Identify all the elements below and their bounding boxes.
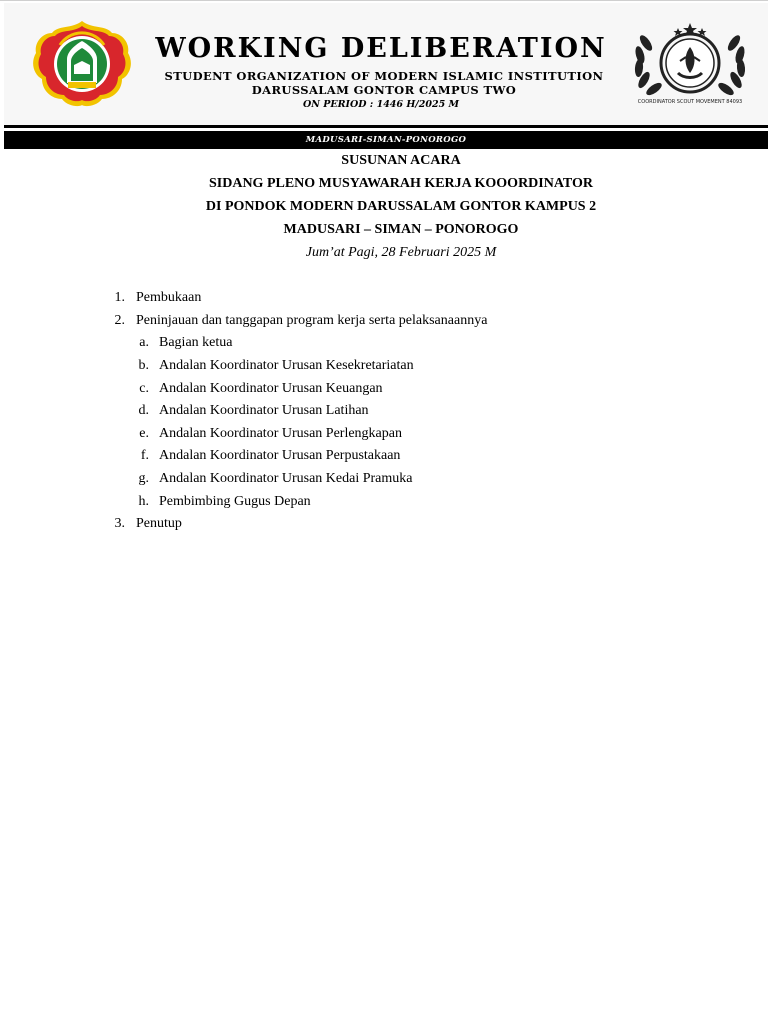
- list-text: Andalan Koordinator Urusan Perlengkapan: [159, 426, 402, 441]
- list-item: [0, 379, 768, 399]
- list-text: Andalan Koordinator Urusan Kedai Pramuka: [159, 471, 413, 486]
- list-text: Andalan Koordinator Urusan Kesekretariatan: [159, 358, 414, 373]
- list-marker: g.: [138, 471, 149, 486]
- list-marker: 3.: [114, 516, 125, 531]
- right-logo-caption: COORDINATOR SCOUT MOVEMENT 84093: [637, 99, 743, 105]
- scout-laurel-emblem-icon: [628, 21, 752, 107]
- letterhead: [4, 3, 768, 125]
- letterhead-subtitle-line1: STUDENT ORGANIZATION OF MODERN ISLAMIC INSTITUTION: [164, 69, 604, 83]
- list-text: Pembukaan: [136, 290, 202, 305]
- list-item: [0, 356, 768, 376]
- list-item: [0, 446, 768, 466]
- list-text: Bagian ketua: [159, 335, 233, 350]
- list-marker: 1.: [114, 290, 125, 305]
- list-text: Andalan Koordinator Urusan Perpustakaan: [159, 448, 401, 463]
- list-marker: e.: [139, 426, 149, 441]
- address-bar: MADUSARI-SIMAN-PONOROGO: [4, 131, 768, 149]
- letterhead-divider: [4, 125, 768, 128]
- list-marker: f.: [140, 448, 149, 463]
- list-text: Penutup: [136, 516, 182, 531]
- list-marker: h.: [138, 494, 149, 509]
- list-marker: c.: [139, 381, 149, 396]
- letterhead-period: ON PERIOD : 1446 H/2025 M: [302, 99, 460, 110]
- heading-location: DI PONDOK MODERN DARUSSALAM GONTOR KAMPUS 2: [205, 199, 597, 214]
- list-text: Andalan Koordinator Urusan Keuangan: [159, 381, 383, 396]
- list-item: [0, 469, 768, 489]
- list-text: Andalan Koordinator Urusan Latihan: [159, 403, 369, 418]
- list-item: [0, 333, 768, 353]
- list-item: [0, 514, 768, 534]
- list-marker: b.: [138, 358, 149, 373]
- date-line: Jum’at Pagi, 28 Februari 2025 M: [305, 245, 497, 260]
- list-marker: a.: [139, 335, 149, 350]
- letterhead-subtitle-line2: DARUSSALAM GONTOR CAMPUS TWO: [251, 83, 517, 97]
- list-item: [0, 288, 768, 308]
- top-border: [0, 0, 768, 1]
- list-item: [0, 311, 768, 331]
- heading-region: MADUSARI – SIMAN – PONOROGO: [283, 222, 519, 237]
- list-item: [0, 492, 768, 512]
- institution-emblem-icon: [30, 19, 134, 109]
- list-marker: d.: [138, 403, 149, 418]
- heading-sidang-pleno: SIDANG PLENO MUSYAWARAH KERJA KOOORDINATOR: [208, 176, 593, 191]
- list-item: [0, 401, 768, 421]
- list-text: Pembimbing Gugus Depan: [159, 494, 311, 509]
- list-item: [0, 424, 768, 444]
- list-marker: 2.: [114, 313, 125, 328]
- letterhead-title: WORKING DELIBERATION: [155, 33, 607, 64]
- list-text: Peninjauan dan tanggapan program kerja serta pelaksanaannya: [136, 313, 488, 328]
- heading-susunan-acara: SUSUNAN ACARA: [341, 153, 461, 168]
